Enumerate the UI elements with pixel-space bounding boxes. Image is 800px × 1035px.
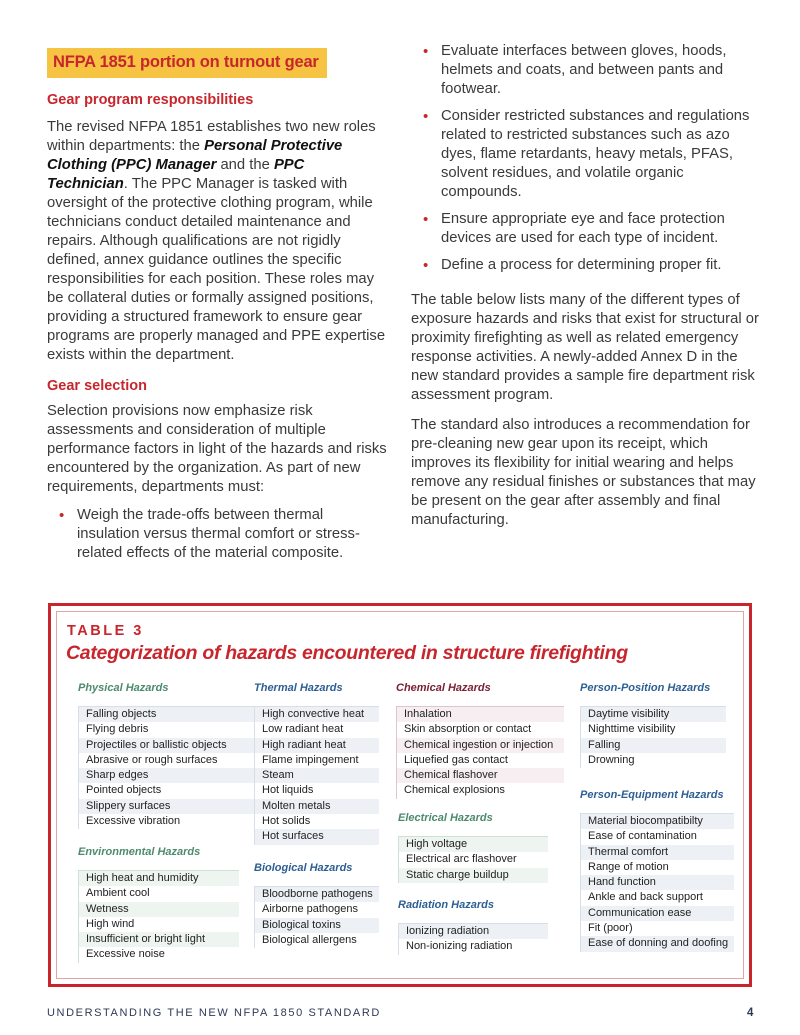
- chemical-hazards-heading: Chemical Hazards: [396, 682, 491, 694]
- footer-publication-title: UNDERSTANDING THE NEW NFPA 1850 STANDARD: [47, 1007, 381, 1019]
- radiation-hazards-list: [398, 923, 548, 955]
- person-position-hazards-list: [580, 706, 726, 768]
- list-item: Projectiles or ballistic objects: [79, 738, 263, 753]
- bullet-item: • Evaluate interfaces between gloves, hoods, helmets and coats, and between pants and footwear.: [411, 42, 761, 99]
- list-item: Nighttime visibility: [588, 723, 676, 736]
- paragraph-selection: Selection provisions now emphasize risk assessments and consideration of multiple performance factors in light of the hazards and risks encountered by the organization. As part of new requirements, departments must:: [47, 403, 387, 495]
- list-item: Molten metals: [255, 799, 379, 814]
- environmental-hazards-heading: Environmental Hazards: [78, 846, 201, 858]
- list-item: Chemical ingestion or injection: [397, 738, 564, 753]
- list-item: Biological toxins: [255, 918, 379, 933]
- paragraph-precleaning: The standard also introduces a recommendation for pre-cleaning new gear upon its receipt, which improves its flexibility for initial wearing and helps remove any residual finishes or substances that may be present on the gear after assembly and final manufacturing.: [411, 417, 756, 528]
- bullet-item: • Weigh the trade-offs between thermal insulation versus thermal comfort or stress-related effects of the material composite.: [47, 506, 387, 563]
- thermal-hazards-heading: Thermal Hazards: [254, 682, 343, 694]
- list-item: Flame impingement: [262, 753, 359, 766]
- list-item: Hot solids: [262, 815, 311, 828]
- section-title-badge: NFPA 1851 portion on turnout gear: [47, 48, 327, 78]
- list-item: Ease of donning and doofing: [581, 936, 734, 951]
- list-item: Excessive noise: [86, 948, 165, 961]
- environmental-hazards-list: [78, 870, 239, 963]
- electrical-hazards-group: [398, 812, 548, 883]
- list-item: Non-ionizing radiation: [406, 940, 513, 953]
- list-item: Flying debris: [86, 723, 149, 736]
- list-item: Fit (poor): [588, 922, 633, 935]
- electrical-hazards-heading: Electrical Hazards: [398, 812, 493, 824]
- biological-hazards-heading: Biological Hazards: [254, 862, 353, 874]
- thermal-hazards-list: [254, 706, 379, 845]
- right-column: [411, 42, 761, 530]
- list-item: Skin absorption or contact: [404, 723, 532, 736]
- biological-hazards-list: [254, 886, 379, 948]
- heading-gear-selection: Gear selection: [47, 378, 147, 394]
- list-item: Inhalation: [397, 707, 564, 722]
- list-item: Falling: [581, 738, 726, 753]
- chemical-hazards-group: [396, 682, 564, 799]
- list-item: Ease of contamination: [588, 830, 697, 843]
- environmental-hazards-group: [78, 846, 239, 963]
- list-item: High voltage: [399, 837, 548, 852]
- list-item: Hot liquids: [262, 784, 314, 797]
- list-item: Chemical explosions: [404, 784, 505, 797]
- thermal-hazards-group: [254, 682, 379, 845]
- list-item: Abrasive or rough surfaces: [86, 753, 218, 766]
- heading-gear-program: Gear program responsibilities: [47, 92, 254, 108]
- table-title: Categorization of hazards encountered in structure firefighting: [66, 642, 628, 664]
- person-equipment-hazards-group: [580, 789, 734, 952]
- list-item: High heat and humidity: [79, 871, 239, 886]
- list-item: Electrical arc flashover: [406, 853, 517, 866]
- list-item: Range of motion: [588, 860, 669, 873]
- list-item: Insufficient or bright light: [79, 932, 239, 947]
- list-item: Communication ease: [581, 906, 734, 921]
- hazards-table: [48, 603, 752, 987]
- term-ppc-technician: PPC Technician: [47, 157, 305, 192]
- term-ppc-manager: Personal Protective Clothing (PPC) Manager: [47, 138, 343, 173]
- list-item: High wind: [86, 917, 135, 930]
- physical-hazards-heading: Physical Hazards: [78, 682, 169, 694]
- electrical-hazards-list: [398, 836, 548, 883]
- list-item: Static charge buildup: [399, 868, 548, 883]
- person-equipment-hazards-list: [580, 813, 734, 952]
- list-item: Thermal comfort: [581, 845, 734, 860]
- list-item: Material biocompatibilty: [581, 814, 734, 829]
- list-item: Hand function: [581, 875, 734, 890]
- list-item: Ionizing radiation: [399, 924, 548, 939]
- list-item: Slippery surfaces: [79, 799, 263, 814]
- list-item: Pointed objects: [86, 784, 162, 797]
- bullet-list-right: [411, 42, 761, 275]
- paragraph-table-intro: The table below lists many of the different types of exposure hazards and risks that exist for structural or proximity firefighting as well as related emergency response activities. A newly-added Annex D in the new standard provides a sample fire department risk assessment program.: [411, 292, 759, 403]
- list-item: Ambient cool: [86, 887, 150, 900]
- paragraph-roles: The revised NFPA 1851 establishes two new roles within departments: the Personal Protective Clothing (PPC) Manager and the PPC Technician. The PPC Manager is tasked with oversight of the protective clothing program, while technicians conduct detailed maintenance and repairs. Although qualifications are not rigidly defined, annex guidance outlines the specific responsibilities for each position. These roles may be collateral duties or formally assigned positions, providing a structured framework to ensure gear programs are properly managed and PPE expertise exists within the department.: [47, 119, 386, 363]
- left-column: [47, 40, 387, 571]
- chemical-hazards-list: [396, 706, 564, 799]
- list-item: Bloodborne pathogens: [255, 887, 379, 902]
- list-item: Steam: [255, 768, 379, 783]
- list-item: Wetness: [79, 902, 239, 917]
- person-equipment-hazards-heading: Person-Equipment Hazards: [580, 789, 724, 801]
- list-item: Ankle and back support: [588, 891, 703, 904]
- list-item: Liquefied gas contact: [404, 753, 508, 766]
- list-item: Hot surfaces: [255, 829, 379, 844]
- physical-hazards-list: [78, 706, 263, 829]
- list-item: Chemical flashover: [397, 768, 564, 783]
- list-item: Low radiant heat: [262, 723, 344, 736]
- radiation-hazards-group: [398, 899, 548, 955]
- list-item: Sharp edges: [79, 768, 263, 783]
- list-item: Daytime visibility: [581, 707, 726, 722]
- list-item: Airborne pathogens: [262, 903, 359, 916]
- list-item: Falling objects: [79, 707, 263, 722]
- table-label: TABLE 3: [67, 623, 144, 639]
- list-item: High radiant heat: [255, 738, 379, 753]
- biological-hazards-group: [254, 862, 379, 948]
- person-position-hazards-group: [580, 682, 726, 768]
- list-item: Drowning: [588, 753, 635, 766]
- list-item: Excessive vibration: [86, 815, 181, 828]
- bullet-item: • Define a process for determining proper fit.: [411, 256, 761, 275]
- page-number: 4: [747, 1007, 754, 1019]
- list-item: Biological allergens: [262, 933, 357, 946]
- bullet-list-left: [47, 506, 387, 563]
- radiation-hazards-heading: Radiation Hazards: [398, 899, 494, 911]
- bullet-item: • Ensure appropriate eye and face protection devices are used for each type of incident.: [411, 210, 761, 248]
- physical-hazards-group: [78, 682, 263, 829]
- list-item: High convective heat: [255, 707, 379, 722]
- person-position-hazards-heading: Person-Position Hazards: [580, 682, 711, 694]
- bullet-item: • Consider restricted substances and regulations related to restricted substances such as azo dyes, flame retardants, heavy metals, PFAS, solvent residues, and volatile organic compounds.: [411, 107, 761, 202]
